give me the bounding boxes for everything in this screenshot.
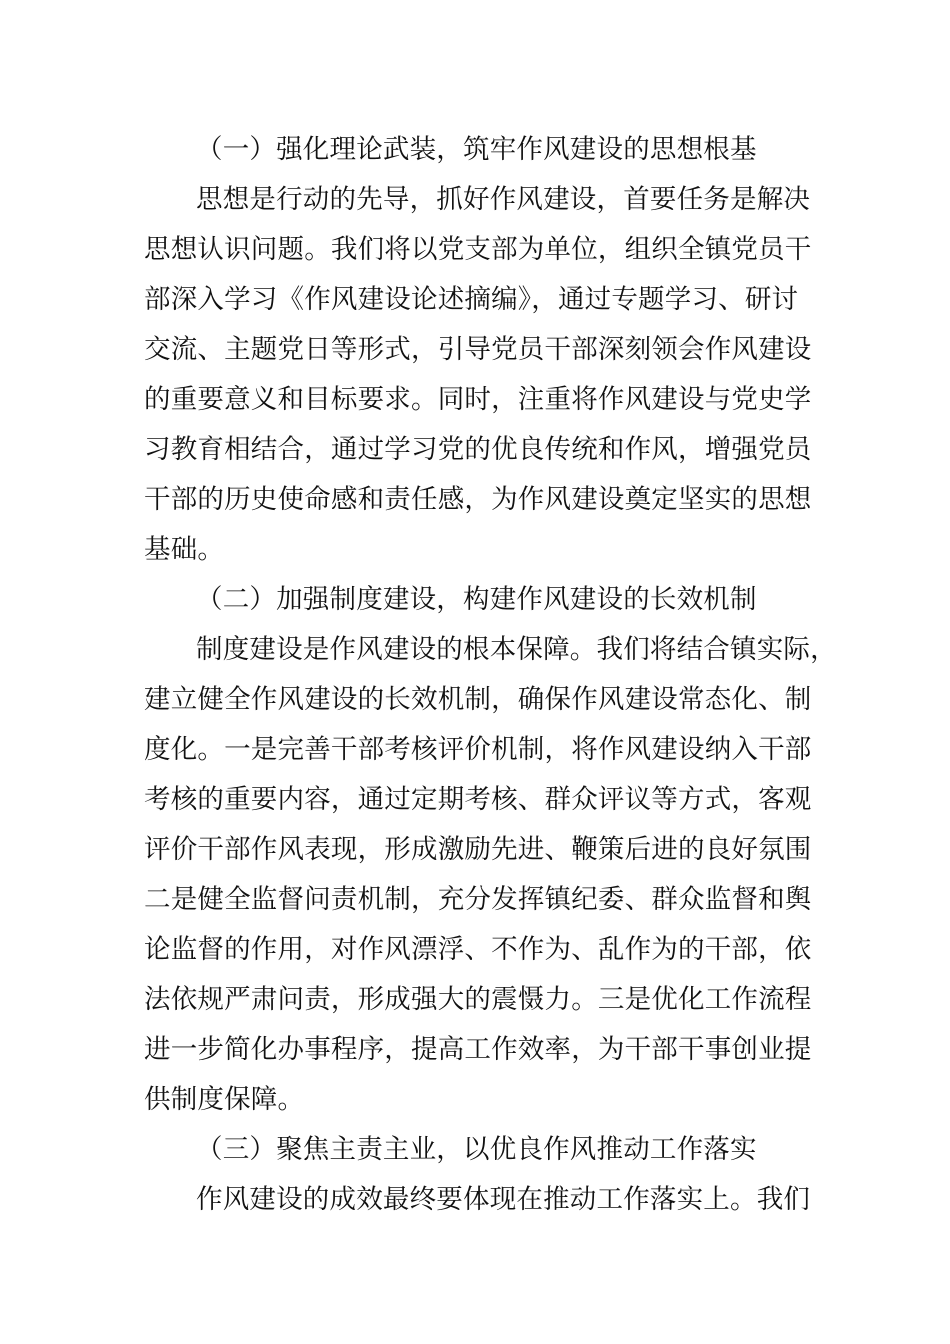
paragraph-line: 供制度保障。 xyxy=(144,1084,305,1115)
paragraph-line: 论监督的作用，对作风漂浮、不作为、乱作为的干部，依 xyxy=(144,934,812,965)
paragraph-line: 思想是行动的先导，抓好作风建设，首要任务是解决 xyxy=(196,184,811,215)
paragraph-line: 思想认识问题。我们将以党支部为单位，组织全镇党员干 xyxy=(144,234,812,265)
section-heading-2: （二）加强制度建设，构建作风建设的长效机制 xyxy=(196,584,757,615)
paragraph-line: 进一步简化办事程序，提高工作效率，为干部干事创业提 xyxy=(144,1034,812,1065)
paragraph-line: 部深入学习《作风建设论述摘编》，通过专题学习、研讨 xyxy=(144,284,799,315)
paragraph-line: 的重要意义和目标要求。同时，注重将作风建设与党史学 xyxy=(144,384,812,415)
paragraph-line: 法依规严肃问责，形成强大的震慑力。三是优化工作流程 xyxy=(144,984,812,1015)
paragraph-line: 交流、主题党日等形式，引导党员干部深刻领会作风建设 xyxy=(144,334,812,365)
paragraph-line: 度化。一是完善干部考核评价机制，将作风建设纳入干部 xyxy=(144,734,812,765)
paragraph-line: 建立健全作风建设的长效机制，确保作风建设常态化、制 xyxy=(144,684,812,715)
section-heading-3: （三）聚焦主责主业，以优良作风推动工作落实 xyxy=(196,1134,757,1165)
paragraph-line: 考核的重要内容，通过定期考核、群众评议等方式，客观 xyxy=(144,784,812,815)
paragraph-line: 干部的历史使命感和责任感，为作风建设奠定坚实的思想 xyxy=(144,484,812,515)
paragraph-line: 习教育相结合，通过学习党的优良传统和作风，增强党员 xyxy=(144,434,812,465)
paragraph-line: 作风建设的成效最终要体现在推动工作落实上。我们 xyxy=(196,1184,811,1215)
paragraph-line: 制度建设是作风建设的根本保障。我们将结合镇实际， xyxy=(196,634,837,665)
section-heading-1: （一）强化理论武装，筑牢作风建设的思想根基 xyxy=(196,134,757,165)
paragraph-line: 评价干部作风表现，形成激励先进、鞭策后进的良好氛围 xyxy=(144,834,812,865)
paragraph-line: 基础。 xyxy=(144,534,225,565)
paragraph-line: 二是健全监督问责机制，充分发挥镇纪委、群众监督和舆 xyxy=(144,884,812,915)
